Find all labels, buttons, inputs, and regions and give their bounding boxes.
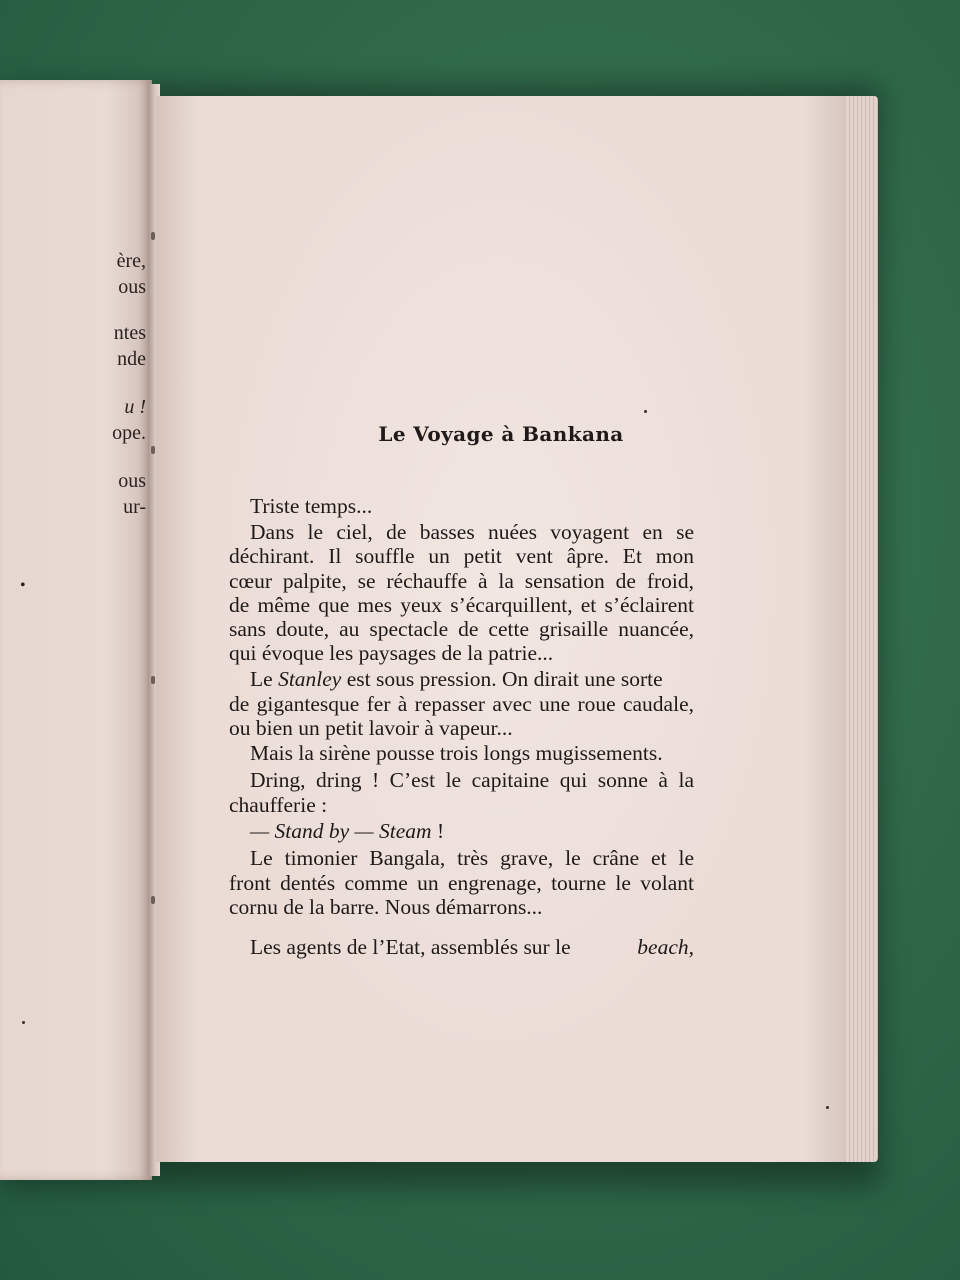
english-word: beach bbox=[637, 935, 689, 959]
binding-stitch bbox=[151, 446, 155, 454]
paragraph-line: chaufferie : bbox=[229, 793, 328, 817]
paragraph-line: déchirant. Il souffle un petit vent âpre. Et mon bbox=[229, 544, 694, 568]
left-page-fragment: u ! bbox=[124, 396, 146, 418]
english-phrase: Steam bbox=[379, 819, 432, 843]
right-page bbox=[156, 96, 846, 1162]
paragraph-line: de même que mes yeux s’écarquillent, et s’éclairent bbox=[229, 593, 694, 617]
left-page-fragment: ope. bbox=[112, 422, 146, 444]
paragraph-line: ou bien un petit lavoir à vapeur... bbox=[229, 716, 513, 740]
left-page-mark: • bbox=[20, 577, 26, 594]
text-run: , bbox=[688, 935, 694, 959]
paragraph-line: Dring, dring ! C’est le capitaine qui sonne à la bbox=[250, 768, 694, 792]
text-run: Le bbox=[250, 667, 273, 691]
binding-stitch bbox=[151, 896, 155, 904]
paragraph-line: Le timonier Bangala, très grave, le crâne et le bbox=[250, 846, 694, 870]
paragraph-line: cœur palpite, se réchauffe à la sensation de froid, bbox=[229, 569, 694, 593]
left-page-fragment: ous bbox=[118, 276, 146, 298]
paragraph-line: de gigantesque fer à repasser avec une roue caudale, bbox=[229, 692, 694, 716]
left-page-fragment: ère, bbox=[116, 250, 146, 272]
paper-speck bbox=[826, 1106, 829, 1109]
left-page-fragment: nde bbox=[117, 348, 146, 370]
left-page bbox=[0, 80, 152, 1180]
left-page-fragment: ur- bbox=[123, 496, 146, 518]
left-page-fragment: ntes bbox=[113, 322, 146, 344]
text-run: Les agents de l’Etat, assemblés sur le bbox=[250, 935, 571, 959]
paper-speck bbox=[22, 1021, 25, 1024]
ship-name: Stanley bbox=[278, 667, 342, 691]
text-run: ! bbox=[436, 819, 445, 843]
binding-stitch bbox=[151, 232, 155, 240]
left-page-fragment: ous bbox=[118, 470, 146, 492]
paragraph-line bbox=[250, 819, 444, 844]
text-run: — bbox=[250, 819, 270, 843]
paragraph-line: cornu de la barre. Nous démarrons... bbox=[229, 895, 543, 919]
paragraph-line bbox=[250, 667, 663, 692]
paper-speck bbox=[644, 410, 647, 413]
paragraph-line: Triste temps... bbox=[250, 494, 373, 518]
text-run: — bbox=[354, 819, 374, 843]
paragraph-line: Mais la sirène pousse trois longs mugissements. bbox=[250, 741, 663, 765]
paragraph-line: front dentés comme un engrenage, tourne le volant bbox=[229, 871, 694, 895]
chapter-title: Le Voyage à Bankana bbox=[378, 422, 624, 446]
paragraph-line: sans doute, au spectacle de cette grisaille nuancée, bbox=[229, 617, 694, 641]
paragraph-line: Dans le ciel, de basses nuées voyagent en se bbox=[250, 520, 694, 544]
english-phrase: Stand by bbox=[274, 819, 350, 843]
paragraph-line bbox=[250, 935, 694, 960]
paragraph-line: qui évoque les paysages de la patrie... bbox=[229, 641, 554, 665]
text-run: est sous pression. On dirait une sorte bbox=[346, 667, 663, 691]
binding-stitch bbox=[151, 676, 155, 684]
